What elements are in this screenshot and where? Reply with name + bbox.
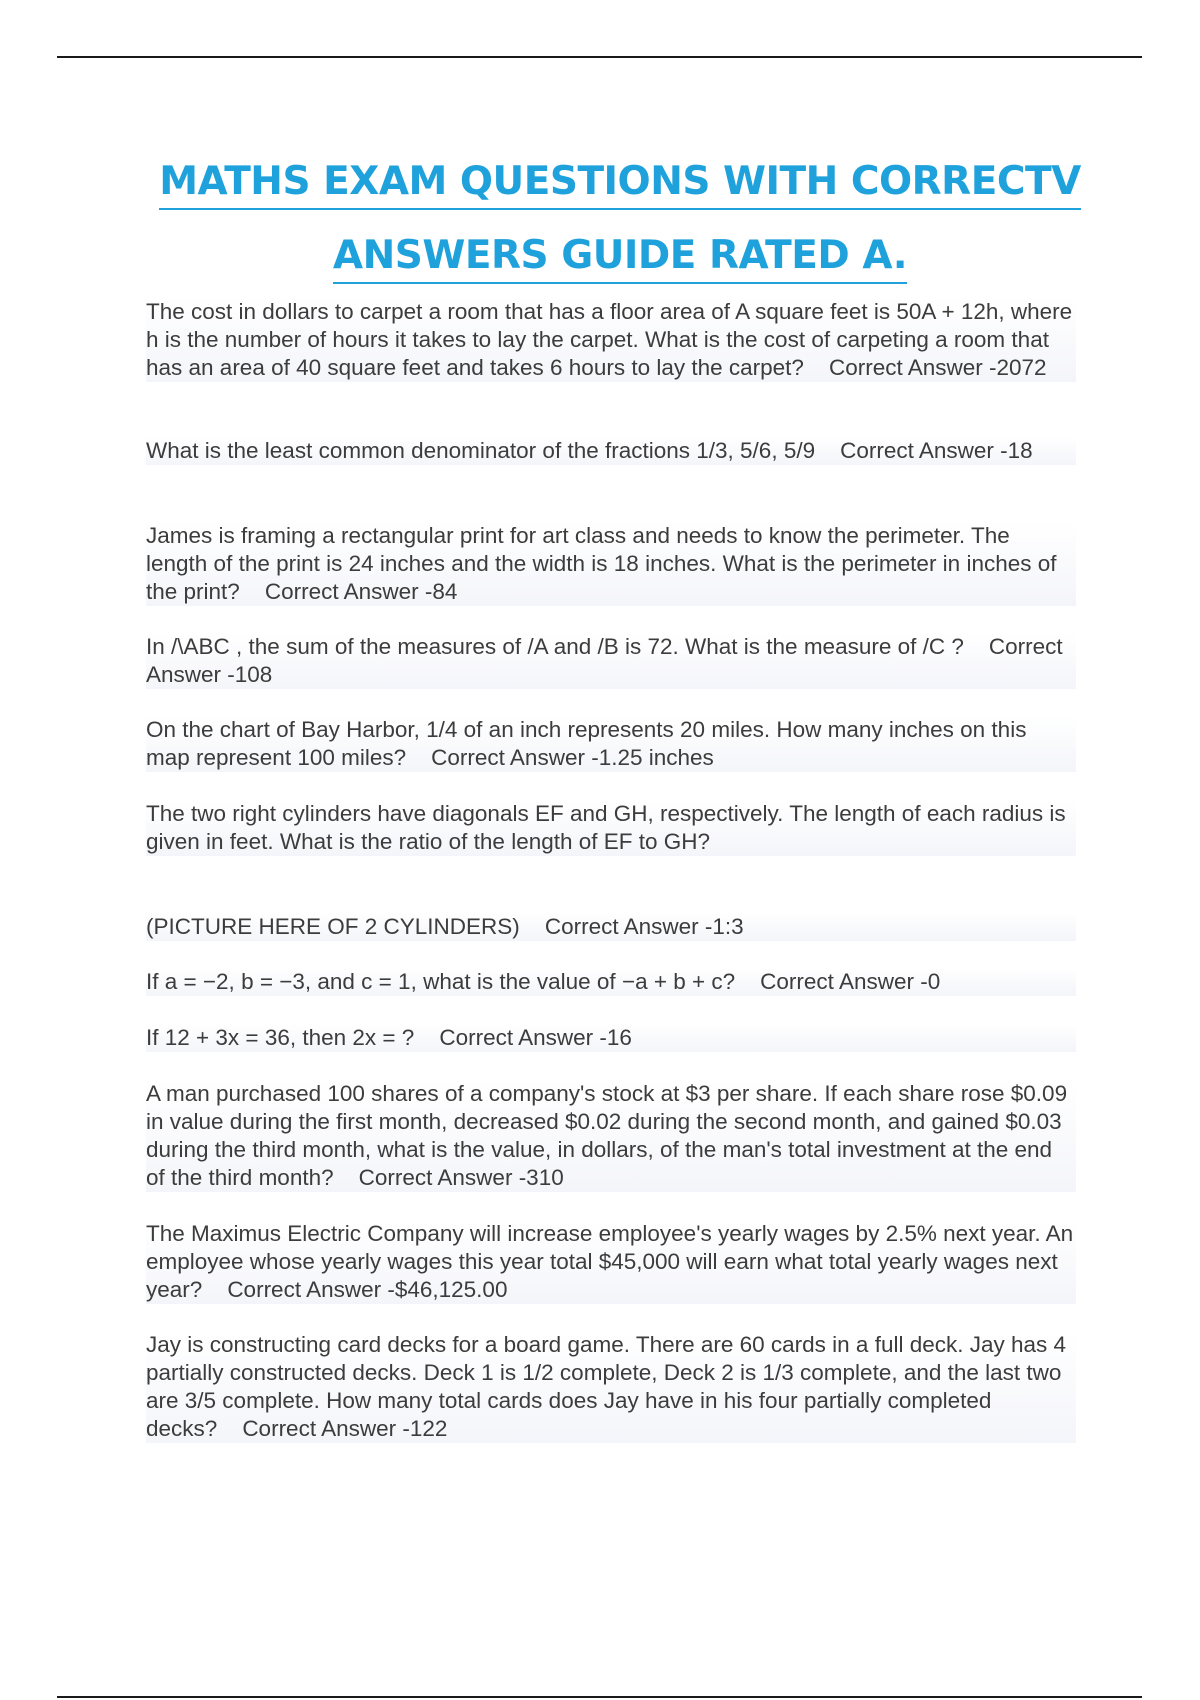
question-text: The two right cylinders have diagonals EF and GH, respectively. The length of each radius is given in feet. What is the ratio of the length of EF to GH? [146,801,1066,854]
question-text: James is framing a rectangular print for art class and needs to know the perimeter. The length of the print is 24 inches and the width is 18 inches. What is the perimeter in inches of the print? [146,523,1057,604]
question-text: If 12 + 3x = 36, then 2x = ? [146,1025,415,1050]
qa-item-8 [146,1024,1076,1052]
footer-rule [57,1696,1142,1698]
qa-item-3 [146,522,1076,606]
picture-placeholder [146,913,1076,941]
question-text: On the chart of Bay Harbor, 1/4 of an inch represents 20 miles. How many inches on this map represent 100 miles? [146,717,1027,770]
qa-item-1 [146,298,1076,382]
qa-item-4 [146,633,1076,689]
document-title [140,148,1100,290]
answer-text: Correct Answer -0 [760,969,941,994]
answer-text: Correct Answer -1.25 inches [431,745,714,770]
question-text: In /\ABC , the sum of the measures of /A and /B is 72. What is the measure of /C ? [146,634,964,659]
header-rule [57,56,1142,58]
title-line-2: ANSWERS GUIDE RATED A. [333,230,907,284]
question-text: Jay is constructing card decks for a board game. There are 60 cards in a full deck. Jay has 4 partially constructed decks. Deck 1 is 1/2 complete, Deck 2 is 1/3 complete, and the last two are 3/5 complete. How many total cards does Jay have in his four partially completed decks? [146,1332,1067,1441]
question-text: The cost in dollars to carpet a room that has a floor area of A square feet is 50A + 12h, where h is the number of hours it takes to lay the carpet. What is the cost of carpeting a room that has an area of 40 square feet and takes 6 hours to lay the carpet? [146,299,1073,380]
qa-item-10 [146,1220,1076,1304]
answer-text: Correct Answer -18 [840,438,1033,463]
question-text: What is the least common denominator of the fractions 1/3, 5/6, 5/9 [146,438,816,463]
qa-item-5 [146,716,1076,772]
placeholder-text: (PICTURE HERE OF 2 CYLINDERS) [146,914,520,939]
qa-item-6 [146,800,1076,856]
qa-item-7 [146,968,1076,996]
question-text: If a = −2, b = −3, and c = 1, what is the value of −a + b + c? [146,969,736,994]
answer-text: Correct Answer -108 [146,634,1068,687]
qa-item-9 [146,1080,1076,1192]
answer-text: Correct Answer -16 [439,1025,632,1050]
answer-text: Correct Answer -2072 [828,355,1047,380]
answer-text: Correct Answer -84 [264,579,458,604]
qa-item-2 [146,437,1076,465]
question-text: A man purchased 100 shares of a company's stock at $3 per share. If each share rose $0.09 in value during the first month, decreased $0.02 during the second month, and gained $0.03 during the third month, what is the value, in dollars, of the man's total investment at the end of the third month? [146,1081,1068,1190]
answer-text: Correct Answer -1:3 [544,914,744,939]
title-line-1: MATHS EXAM QUESTIONS WITH CORRECTV [159,156,1081,210]
answer-text: Correct Answer -310 [358,1165,564,1190]
question-text: The Maximus Electric Company will increase employee's yearly wages by 2.5% next year. An employee whose yearly wages this year total $45,000 will earn what total yearly wages next year? [146,1221,1074,1302]
qa-item-11 [146,1331,1076,1443]
answer-text: Correct Answer -$46,125.00 [227,1277,508,1302]
answer-text: Correct Answer -122 [242,1416,448,1441]
